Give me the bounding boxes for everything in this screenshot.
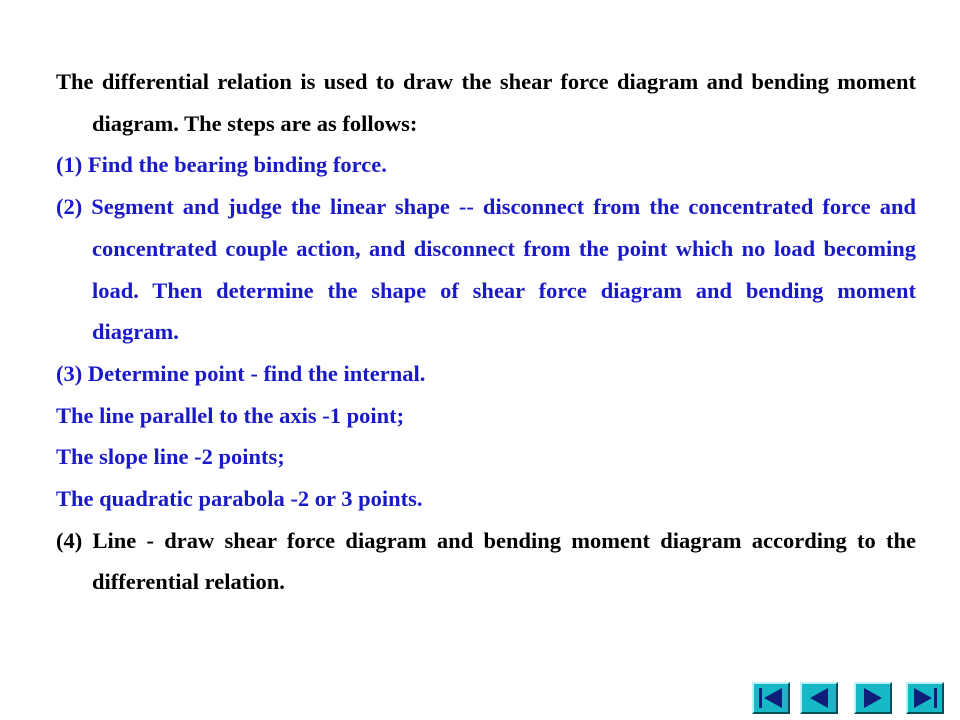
previous-slide-button[interactable] xyxy=(800,682,838,714)
slide-content xyxy=(56,61,916,603)
next-slide-button[interactable] xyxy=(854,682,892,714)
parabola-rule: The quadratic parabola -2 or 3 points. xyxy=(56,486,423,512)
slope-line-rule: The slope line -2 points; xyxy=(56,444,285,470)
last-slide-icon xyxy=(910,686,940,710)
first-slide-icon xyxy=(756,686,786,710)
step-2-paragraph: (2) Segment and judge the linear shape -- disconnect from the concentrated force and concentrated couple action, and disconnect from the point which no load becoming load. Then determine the shape of shear force diagram and bending moment diagram. xyxy=(56,194,916,345)
first-slide-button[interactable] xyxy=(752,682,790,714)
parallel-line-rule: The line parallel to the axis -1 point; xyxy=(56,402,405,428)
next-slide-icon xyxy=(858,686,888,710)
step-3-paragraph: (3) Determine point - find the internal. xyxy=(56,360,426,386)
last-slide-button[interactable] xyxy=(906,682,944,714)
previous-slide-icon xyxy=(804,686,834,710)
step-1-paragraph: (1) Find the bearing binding force. xyxy=(56,152,387,178)
step-4-paragraph: (4) Line - draw shear force diagram and bending moment diagram according to the differential relation. xyxy=(56,527,916,595)
intro-paragraph: The differential relation is used to draw the shear force diagram and bending moment diagram. The steps are as follows: xyxy=(56,69,916,136)
